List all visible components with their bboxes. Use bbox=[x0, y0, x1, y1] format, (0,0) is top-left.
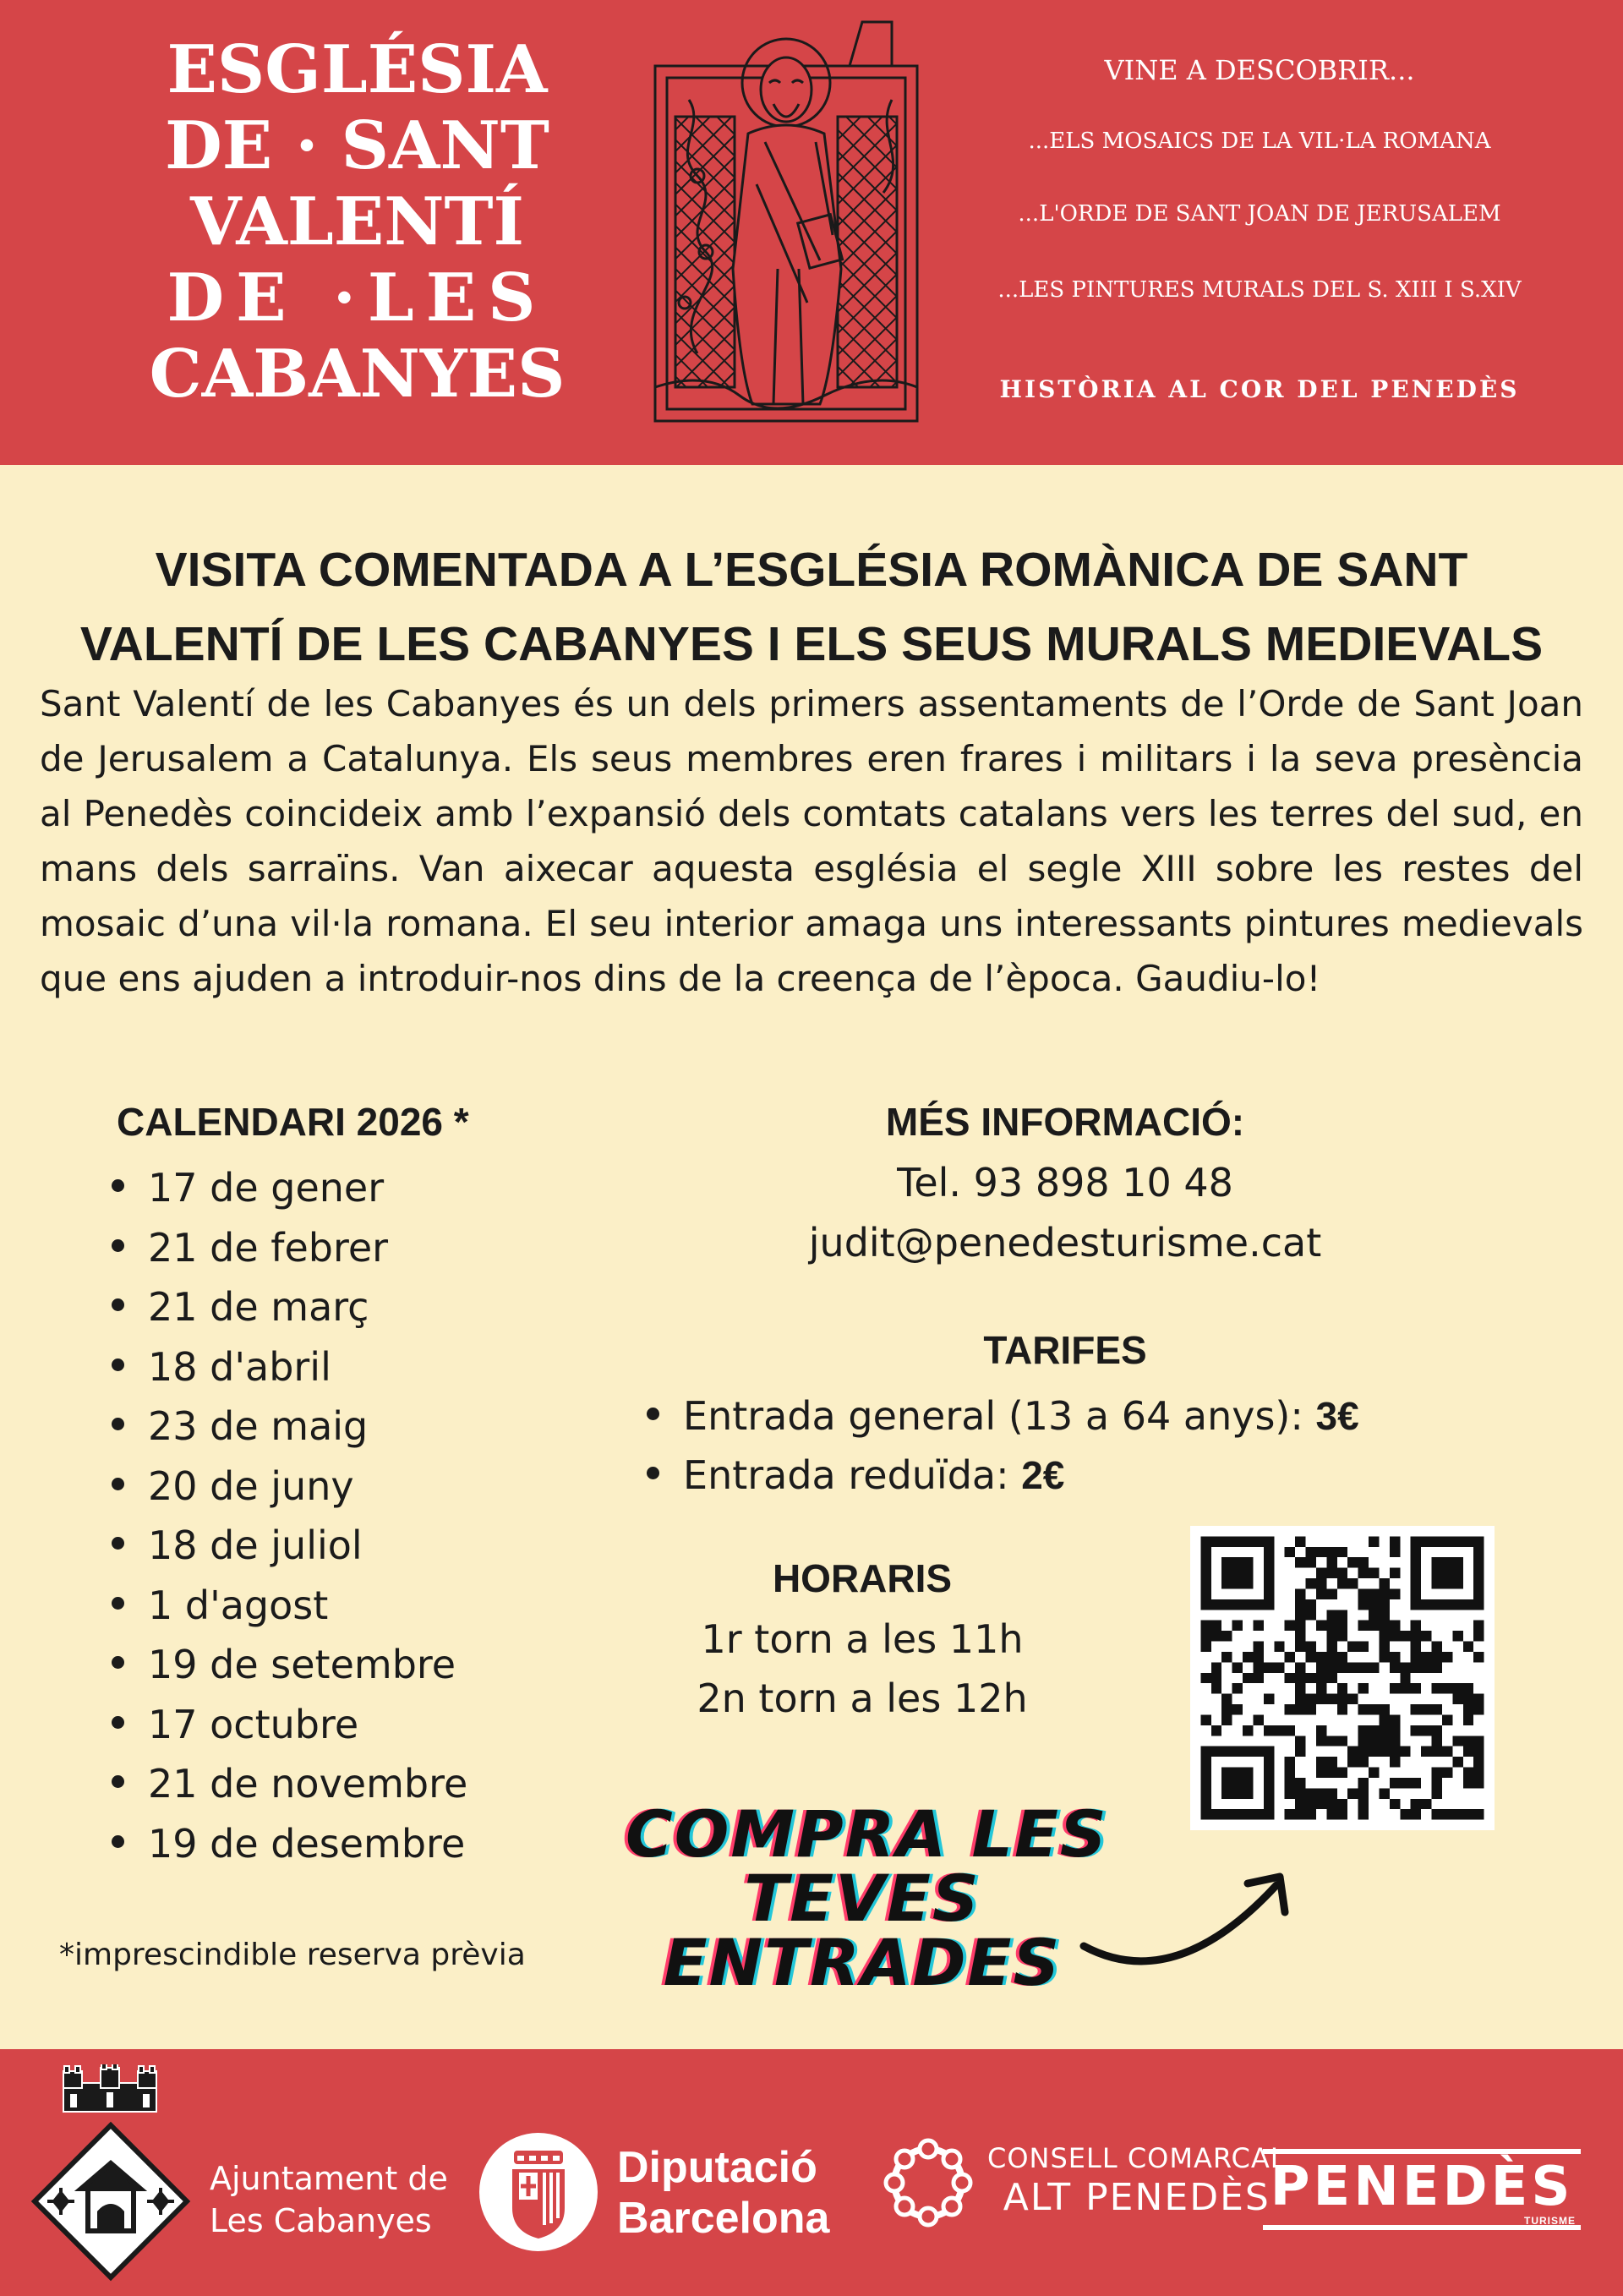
calendar-title: CALENDARI 2026 * bbox=[117, 1100, 469, 1144]
calendar-date: 1 d'agost bbox=[148, 1582, 329, 1628]
footer-logos bbox=[0, 2049, 1623, 2296]
bullet-icon bbox=[112, 1418, 124, 1430]
bullet-icon bbox=[112, 1358, 124, 1371]
schedule-title: HORARIS bbox=[772, 1556, 953, 1600]
ring-logo-icon bbox=[877, 2132, 979, 2233]
phone-link[interactable]: Tel. 93 898 10 48 bbox=[897, 1160, 1233, 1205]
diputacio-logo-text bbox=[617, 2142, 829, 2244]
list-item bbox=[112, 1218, 467, 1278]
bullet-icon bbox=[647, 1408, 659, 1420]
bullet-icon bbox=[112, 1537, 124, 1550]
consell-logo-text bbox=[987, 2142, 1287, 2222]
calendar-list bbox=[112, 1158, 467, 1873]
cta-line: ENTRADES bbox=[663, 1925, 1062, 2000]
qr-code-icon[interactable] bbox=[1190, 1526, 1495, 1830]
list-item bbox=[112, 1576, 467, 1636]
cta-line: COMPRA LES bbox=[626, 1796, 1108, 1872]
reservation-note: *imprescindible reserva prèvia bbox=[59, 1938, 526, 1972]
info-title: MÉS INFORMACIÓ: bbox=[885, 1100, 1245, 1144]
logo-text-line: Barcelona bbox=[617, 2194, 830, 2243]
list-item bbox=[112, 1695, 467, 1755]
calendar-date: 18 de juliol bbox=[148, 1522, 363, 1568]
title-line: ESGLÉSIA bbox=[167, 31, 548, 108]
list-item bbox=[112, 1754, 467, 1814]
tagline: VINE A DESCOBRIR... bbox=[1104, 54, 1415, 86]
intro-paragraph: Sant Valentí de les Cabanyes és un dels primers assentaments de l’Orde de Sant Joan de Jerusalem a Catalunya. Els seus membres eren frares i militars i la seva presència al Penedès coincideix amb l’expansió dels comtats catalans vers les terres del sud, en mans dels sarraïns. Van aixecar aquesta església el segle XIII sobre les restes del mosaic d’una vil·la romana. El seu interior amaga uns interessants pintures medievals que ens ajuden a introduir-nos dins de la creença de l’època. Gaudiu-lo! bbox=[40, 683, 1583, 999]
logo-text-line: Diputació bbox=[617, 2143, 817, 2192]
bullet-icon bbox=[112, 1716, 124, 1729]
calendar-date: 19 de setembre bbox=[148, 1642, 456, 1687]
title-line: CABANYES bbox=[149, 336, 566, 413]
heading-line: VISITA COMENTADA A L’ESGLÉSIA ROMÀNICA DE SANT bbox=[155, 543, 1468, 597]
calendar-date: 20 de juny bbox=[148, 1462, 354, 1509]
prices-title: TARIFES bbox=[983, 1328, 1147, 1372]
list-item bbox=[112, 1457, 467, 1517]
bullet-icon bbox=[112, 1239, 124, 1252]
email-link[interactable]: judit@penedesturisme.cat bbox=[808, 1220, 1322, 1266]
list-item bbox=[647, 1446, 1359, 1505]
calendar-date: 23 de maig bbox=[148, 1403, 369, 1449]
heading-line: VALENTÍ DE LES CABANYES I ELS SEUS MURALS MEDIEVALS bbox=[79, 617, 1544, 671]
curved-arrow-icon bbox=[1074, 1851, 1310, 1987]
calendar-date: 21 de març bbox=[148, 1284, 369, 1330]
bullet-icon bbox=[112, 1775, 124, 1788]
price-label: Entrada reduïda: bbox=[683, 1452, 1022, 1498]
title-line: DE ·LES bbox=[167, 260, 548, 336]
list-item bbox=[647, 1386, 1359, 1446]
coat-of-arms-icon bbox=[30, 2121, 191, 2282]
bullet-icon bbox=[112, 1179, 124, 1192]
title-line: VALENTÍ bbox=[189, 183, 525, 260]
buy-tickets-cta[interactable] bbox=[626, 1796, 1108, 2000]
bullet-icon bbox=[112, 1597, 124, 1610]
logo-text-line: Les Cabanyes bbox=[210, 2202, 432, 2239]
schedule-line: 2n torn a les 12h bbox=[697, 1676, 1028, 1721]
bullet-icon bbox=[112, 1656, 124, 1669]
logo-text-line: ALT PENEDÈS bbox=[1003, 2176, 1271, 2219]
calendar-date: 19 de desembre bbox=[148, 1820, 466, 1867]
prices-list bbox=[647, 1386, 1359, 1505]
header-banner bbox=[0, 0, 1623, 465]
calendar-date: 17 octubre bbox=[148, 1701, 359, 1747]
list-item bbox=[112, 1158, 467, 1218]
title-line: DE · SANT bbox=[165, 107, 549, 184]
list-item bbox=[112, 1516, 467, 1576]
visit-heading bbox=[34, 533, 1589, 681]
calendar-date: 17 de gener bbox=[148, 1165, 385, 1211]
price-value: 3€ bbox=[1315, 1394, 1359, 1438]
cta-line: TEVES bbox=[744, 1861, 981, 1936]
tagline-history: HISTÒRIA AL COR DEL PENEDÈS bbox=[999, 375, 1520, 403]
ajuntament-logo-text bbox=[210, 2157, 448, 2242]
logo-text-line: CONSELL COMARCAL bbox=[987, 2142, 1287, 2174]
turisme-logo-text: TURISME bbox=[1524, 2215, 1576, 2227]
tagline: ...L'ORDE DE SANT JOAN DE JERUSALEM bbox=[1018, 201, 1501, 227]
price-value: 2€ bbox=[1021, 1453, 1065, 1497]
list-item bbox=[112, 1814, 467, 1874]
church-title bbox=[127, 32, 587, 413]
penedes-turisme-logo bbox=[1263, 2149, 1581, 2230]
price-label: Entrada general (13 a 64 anys): bbox=[683, 1393, 1316, 1439]
bullet-icon bbox=[112, 1478, 124, 1490]
bullet-icon bbox=[112, 1835, 124, 1848]
list-item bbox=[112, 1397, 467, 1457]
calendar-date: 21 de novembre bbox=[148, 1761, 468, 1807]
diputacio-logo-icon bbox=[478, 2132, 598, 2252]
calendar-date: 18 d'abril bbox=[148, 1343, 331, 1390]
list-item bbox=[112, 1337, 467, 1397]
bullet-icon bbox=[647, 1467, 659, 1479]
logo-text-line: Ajuntament de bbox=[210, 2160, 448, 2197]
list-item bbox=[112, 1277, 467, 1337]
list-item bbox=[112, 1635, 467, 1695]
calendar-date: 21 de febrer bbox=[148, 1224, 389, 1271]
bullet-icon bbox=[112, 1298, 124, 1311]
castle-crown-icon bbox=[59, 2064, 161, 2115]
saint-illustration-icon bbox=[638, 15, 934, 429]
tagline: ...ELS MOSAICS DE LA VIL·LA ROMANA bbox=[1028, 128, 1491, 154]
penedes-logo-text: PENEDÈS bbox=[1270, 2156, 1574, 2218]
tagline: ...LES PINTURES MURALS DEL S. XIII I S.XIV bbox=[997, 277, 1522, 303]
schedule-line: 1r torn a les 11h bbox=[701, 1616, 1024, 1662]
